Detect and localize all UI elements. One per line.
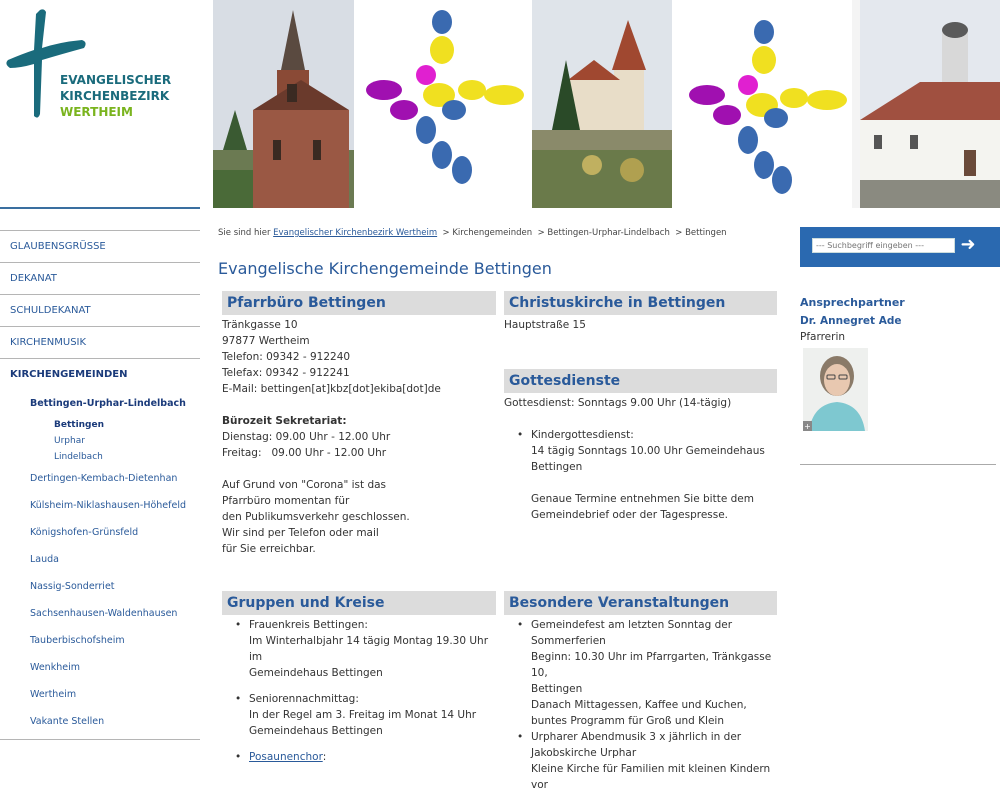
site-logo[interactable]	[0, 0, 213, 208]
list-item-line: Gemeindebrief oder der Tagespresse.	[531, 509, 729, 521]
subnav-lauda[interactable]: Lauda	[30, 554, 59, 565]
pfarrbuero-city: 97877 Wertheim	[222, 335, 310, 347]
list-item-line: • Urpharer Abendmusik 3 x jährlich in der	[531, 731, 742, 743]
nav-bottom-divider	[0, 739, 200, 740]
christuskirche-heading: Christuskirche in Bettingen	[504, 291, 777, 315]
office-hours-title: Bürozeit Sekretariat:	[222, 415, 347, 427]
child-drawing-2	[672, 0, 852, 208]
nav-top-divider	[0, 207, 200, 209]
contact-heading: Ansprechpartner	[800, 296, 905, 309]
search-arrow-icon[interactable]: ➜	[960, 234, 976, 255]
breadcrumb-item-kirchengemeinden[interactable]: Kirchengemeinden	[452, 228, 533, 238]
list-item-line: • Kindergottesdienst:	[531, 429, 634, 441]
list-item-line: Sommerferien	[531, 635, 606, 647]
veranstaltungen-list	[504, 617, 777, 793]
logo-graphic	[0, 0, 213, 208]
list-item	[504, 729, 777, 793]
breadcrumb-separator: >	[675, 228, 683, 238]
subnav-vakante-stellen[interactable]: Vakante Stellen	[30, 716, 105, 727]
breadcrumb-item-bezirk[interactable]: Evangelischer Kirchenbezirk Wertheim	[273, 228, 438, 238]
nav-item-schuldekanat[interactable]: SCHULDEKANAT	[0, 294, 200, 326]
nav-item-glaubensgruesse[interactable]: GLAUBENSGRÜSSE	[0, 230, 200, 262]
list-item	[222, 749, 496, 765]
list-item-line: Danach Mittagessen, Kaffee und Kuchen,	[531, 699, 747, 711]
subnav-sachsenhausen[interactable]: Sachsenhausen-Waldenhausen	[30, 608, 178, 619]
zoom-icon[interactable]: +	[804, 422, 811, 431]
pfarrbuero-content	[222, 317, 496, 557]
list-item	[222, 617, 496, 691]
gruppen-heading: Gruppen und Kreise	[222, 591, 496, 615]
breadcrumb-item-bul[interactable]: Bettingen-Urphar-Lindelbach	[547, 228, 670, 238]
list-item-line: 14 tägig Sonntags 10.00 Uhr Gemeindehaus	[531, 445, 765, 457]
corona-line: Wir sind per Telefon oder mail	[222, 527, 379, 539]
nav-item-dekanat[interactable]: DEKANAT	[0, 262, 200, 294]
list-item	[222, 691, 496, 749]
church-photo-lindelbach	[860, 0, 1000, 208]
list-item-line: In der Regel am 3. Freitag im Monat 14 Uhr	[249, 709, 477, 721]
pfarrbuero-email: E-Mail: bettingen[at]kbz[dot]ekiba[dot]de	[222, 383, 441, 395]
subnav-bettingen-urphar-lindelbach[interactable]: Bettingen-Urphar-Lindelbach	[30, 398, 186, 409]
veranstaltungen-heading: Besondere Veranstaltungen	[504, 591, 777, 615]
christuskirche-address: Hauptstraße 15	[504, 319, 586, 331]
subnav-nassig[interactable]: Nassig-Sonderriet	[30, 581, 115, 592]
subnav-wenkheim[interactable]: Wenkheim	[30, 662, 80, 673]
contact-photo[interactable]	[803, 348, 868, 431]
list-item-line: buntes Programm für Groß und Klein	[531, 715, 724, 727]
header-image-strip	[213, 0, 1000, 208]
list-item-line: Jakobskirche Urphar	[531, 747, 637, 759]
breadcrumb-prefix: Sie sind hier	[218, 228, 271, 238]
list-item-line: • Seniorennachmittag:	[249, 693, 359, 705]
child-drawing-1	[354, 0, 532, 208]
pfarrbuero-phone: Telefon: 09342 - 912240	[222, 351, 351, 363]
breadcrumb	[218, 228, 727, 238]
contact-role: Pfarrerin	[800, 331, 846, 343]
office-hours-friday: Freitag: 09.00 Uhr - 12.00 Uhr	[222, 447, 387, 459]
list-item-line: • Frauenkreis Bettingen:	[249, 619, 368, 631]
pfarrbuero-street: Tränkgasse 10	[222, 319, 298, 331]
list-item-line: Genaue Termine entnehmen Sie bitte dem	[531, 493, 754, 505]
right-column-divider	[800, 464, 996, 465]
contact-name: Dr. Annegret Ade	[800, 315, 902, 327]
list-item-line: Bettingen	[531, 461, 583, 473]
list-item	[504, 427, 777, 523]
subnav-dertingen[interactable]: Dertingen-Kembach-Dietenhan	[30, 473, 178, 484]
nav-item-kirchenmusik[interactable]: KIRCHENMUSIK	[0, 326, 200, 358]
church-photo-bettingen	[213, 0, 354, 208]
breadcrumb-item-bettingen[interactable]: Bettingen	[685, 228, 727, 238]
list-item-line: Kleine Kirche für Familien mit kleinen Kindern vor	[531, 763, 771, 791]
search-bar	[800, 227, 1000, 267]
gruppen-list	[222, 617, 496, 765]
subnav-wertheim[interactable]: Wertheim	[30, 689, 77, 700]
list-item	[504, 617, 777, 729]
list-item-line: • Gemeindefest am letzten Sonntag der	[531, 619, 733, 631]
breadcrumb-separator: >	[442, 228, 450, 238]
list-item-line: Gemeindehaus Bettingen	[249, 667, 383, 679]
gottesdienste-list	[504, 427, 777, 523]
gottesdienste-text: Gottesdienst: Sonntags 9.00 Uhr (14-tägig)	[504, 397, 732, 409]
pfarrbuero-heading: Pfarrbüro Bettingen	[222, 291, 496, 315]
breadcrumb-separator: >	[537, 228, 545, 238]
corona-line: Auf Grund von "Corona" ist das	[222, 479, 387, 491]
search-input[interactable]	[812, 238, 955, 253]
subnav-koenigshofen[interactable]: Königshofen-Grünsfeld	[30, 527, 139, 538]
nav-item-kirchengemeinden[interactable]: KIRCHENGEMEINDEN	[0, 358, 200, 390]
list-item-line: Im Winterhalbjahr 14 tägig Montag 19.30 Uhr im	[249, 635, 489, 663]
page-title: Evangelische Kirchengemeinde Bettingen	[218, 259, 552, 278]
posaunenchor-suffix: :	[322, 751, 327, 763]
subnav-lindelbach[interactable]: Lindelbach	[54, 452, 103, 462]
subnav-bettingen[interactable]: Bettingen	[54, 420, 105, 430]
church-photo-urphar	[532, 0, 672, 208]
corona-line: für Sie erreichbar.	[222, 543, 316, 555]
subnav-urphar[interactable]: Urphar	[54, 436, 85, 446]
subnav-kuelsheim[interactable]: Külsheim-Niklashausen-Höhefeld	[30, 500, 186, 511]
corona-line: den Publikumsverkehr geschlossen.	[222, 511, 410, 523]
logo-line1: EVANGELISCHER	[60, 73, 172, 87]
left-navigation	[0, 230, 200, 740]
list-item-line: Gemeindehaus Bettingen	[249, 725, 383, 737]
office-hours-tuesday: Dienstag: 09.00 Uhr - 12.00 Uhr	[222, 431, 391, 443]
subnav-tauberbischofsheim[interactable]: Tauberbischofsheim	[30, 635, 125, 646]
list-item-line: Bettingen	[531, 683, 583, 695]
corona-line: Pfarrbüro momentan für	[222, 495, 350, 507]
logo-line3: WERTHEIM	[60, 105, 133, 119]
pfarrbuero-fax: Telefax: 09342 - 912241	[222, 367, 350, 379]
list-item-line: Beginn: 10.30 Uhr im Pfarrgarten, Tränkgasse 10,	[531, 651, 772, 679]
logo-line2: KIRCHENBEZIRK	[60, 89, 170, 103]
gottesdienste-heading: Gottesdienste	[504, 369, 777, 393]
posaunenchor-link[interactable]: Posaunenchor	[249, 751, 323, 763]
